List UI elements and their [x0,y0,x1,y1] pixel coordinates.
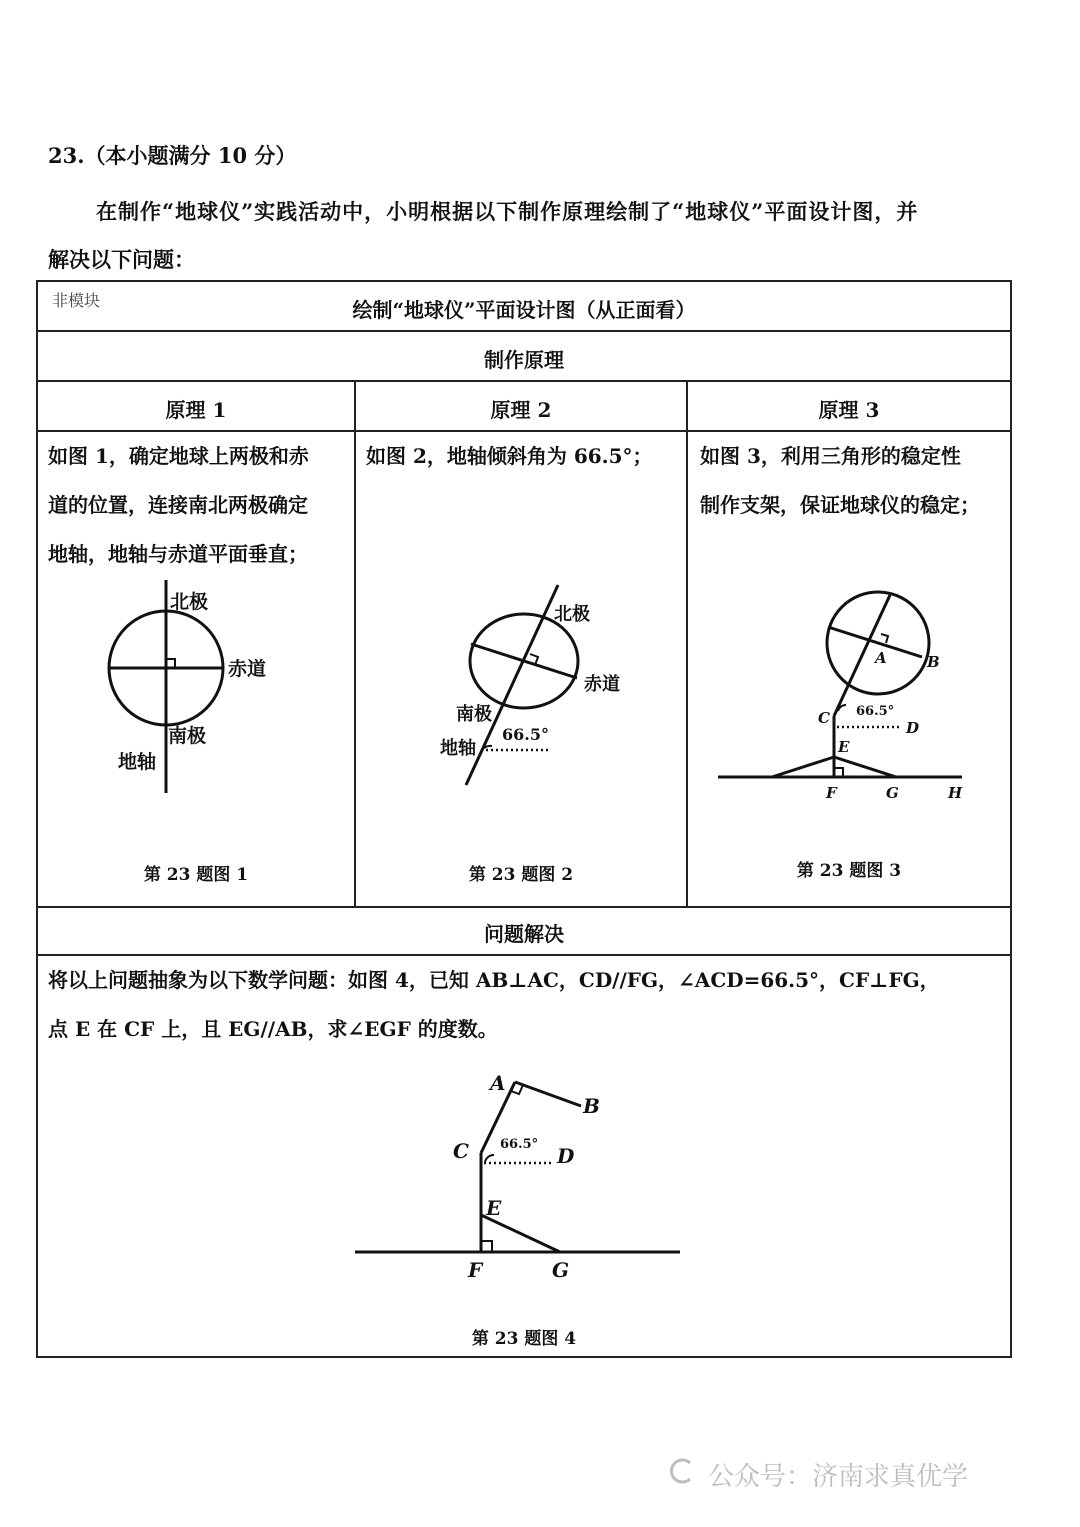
fig4-label-e: E [486,1196,502,1220]
fig2-north-label: 北极 [554,604,590,625]
principle-1-line: 道的位置，连接南北两极确定 [48,493,308,517]
ab-segment [515,1082,581,1106]
fig4-label-g: G [552,1258,570,1282]
fig4-label-f: F [468,1258,483,1282]
right-angle-mark-f [481,1241,492,1252]
fig2-axis-label: 地轴 [440,738,476,759]
figure-2 [430,580,640,795]
table-title: 绘制“地球仪”平面设计图（从正面看） [352,298,696,322]
fig4-angle-label: 66.5° [500,1137,539,1152]
problem-line: 将以上问题抽象为以下数学问题：如图 4，已知 AB⊥AC，CD//FG，∠ACD=66.5°，CF⊥FG， [48,968,940,992]
question-number: 23. [48,143,85,168]
fig3-label-h: H [948,784,963,802]
fig3-label-c: C [818,709,830,727]
fig4-label-b: B [583,1094,600,1118]
intro-line-2: 解决以下问题： [48,247,195,272]
fig1-caption: 第 23 题图 1 [143,865,249,885]
angle-arc [485,1155,494,1162]
fig1-equator-label: 赤道 [228,658,267,680]
fig2-angle-label: 66.5° [502,725,549,744]
figure-3 [710,585,990,805]
watermark-text: 公众号：济南求真优学 [708,1462,969,1492]
principle-2-line: 如图 2，地轴倾斜角为 66.5°； [366,444,653,468]
principle-3-line: 制作支架，保证地球仪的稳定； [700,493,980,517]
watermark [668,1456,968,1493]
principle-1-line: 如图 1，确定地球上两极和赤 [48,444,309,468]
fig4-label-a: A [490,1071,506,1095]
section-problem: 问题解决 [484,922,564,946]
fig3-label-e: E [838,738,850,756]
left-brace [772,757,834,777]
fig1-north-label: 北极 [170,591,209,613]
question-header [48,140,296,170]
fig4-caption: 第 23 题图 4 [471,1329,577,1349]
fig2-equator-label: 赤道 [584,674,620,695]
principle-1-text [48,432,309,579]
fig2-south-label: 南极 [456,704,492,725]
fig1-south-label: 南极 [168,725,207,747]
section-principles: 制作原理 [484,348,564,372]
problem-text [48,956,940,1054]
principle-3-header: 原理 3 [818,398,880,422]
principle-3-line: 如图 3，利用三角形的稳定性 [700,444,961,468]
fig2-caption: 第 23 题图 2 [468,865,574,885]
right-angle-mark [881,634,888,643]
fig3-label-g: G [886,784,899,802]
wechat-icon [668,1457,696,1492]
fig3-angle-label: 66.5° [856,704,895,719]
fig4-label-c: C [453,1139,469,1163]
principle-2-header: 原理 2 [490,398,552,422]
score-note: （本小题满分 10 分） [84,143,297,168]
fig3-label-f: F [826,784,837,802]
principle-2-text [366,432,653,481]
figure-1 [100,575,300,800]
scribble-mark: 非模块 [52,291,101,310]
problem-line: 点 E 在 CF 上，且 EG//AB，求∠EGF 的度数。 [48,1017,498,1041]
fig3-label-b: B [927,653,940,671]
fig1-axis-label: 地轴 [118,751,157,773]
fig3-caption: 第 23 题图 3 [796,861,902,881]
fig3-label-d: D [906,719,920,737]
fig4-label-d: D [557,1144,575,1168]
intro-line-1: 在制作“地球仪”实践活动中，小明根据以下制作原理绘制了“地球仪”平面设计图，并 [96,199,919,224]
principle-1-line: 地轴，地轴与赤道平面垂直； [48,542,308,566]
figure-4 [350,1070,690,1290]
fig3-label-a: A [875,649,887,667]
principle-1-header: 原理 1 [165,398,227,422]
principle-3-text [700,432,980,530]
